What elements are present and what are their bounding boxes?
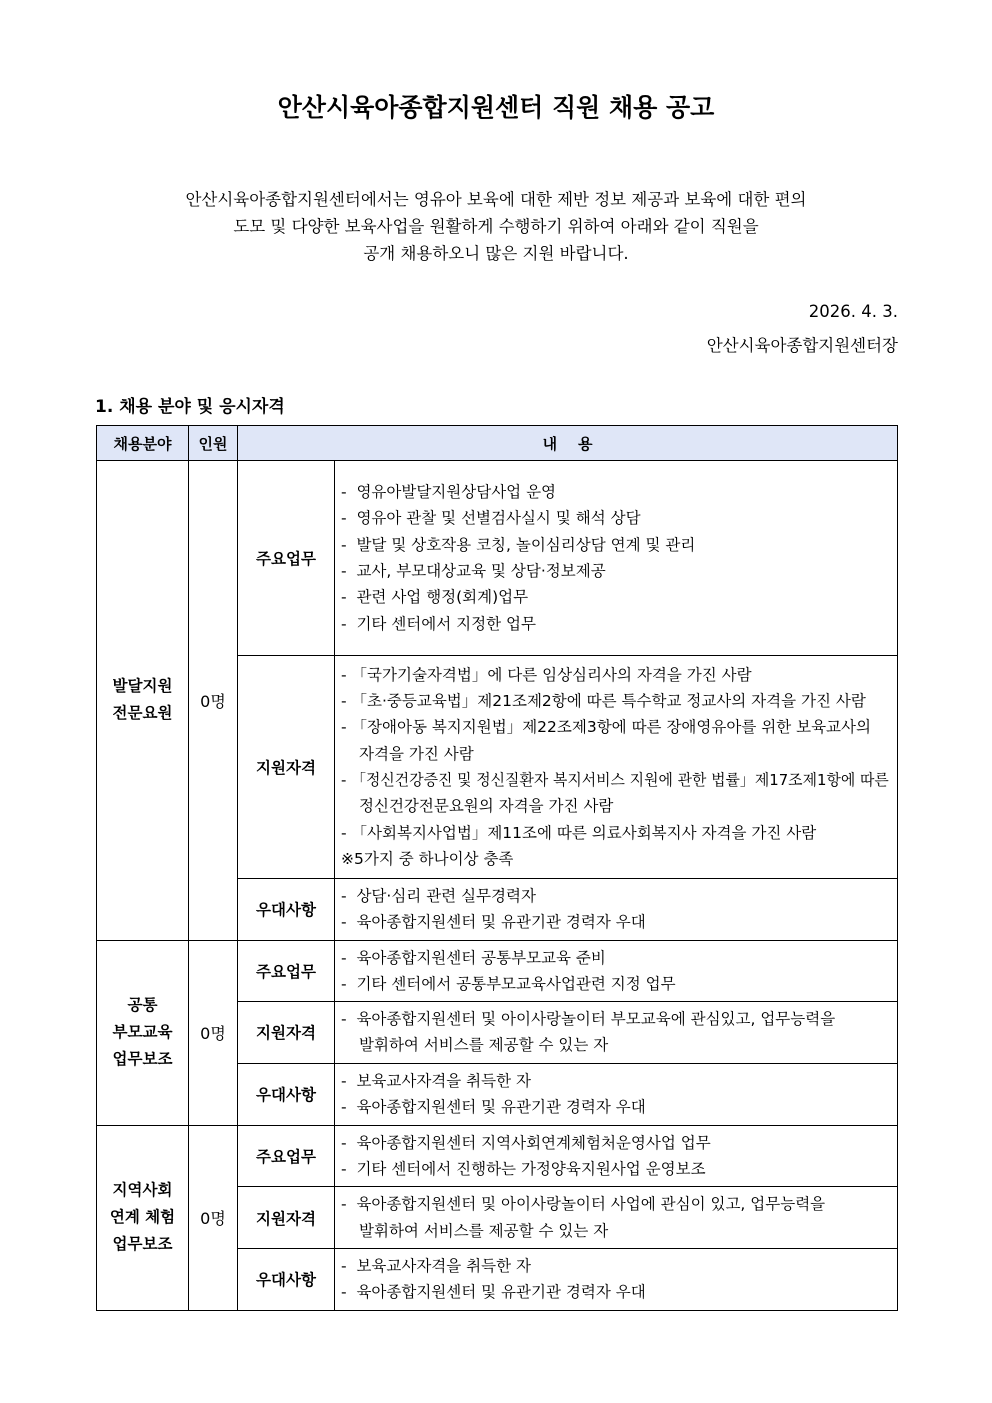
table-row [97,1125,898,1187]
content-category: 우대사항 [238,879,335,941]
content-line: - 기타 센터에서 진행하는 가정양육지원사업 운영보조 [341,1160,706,1179]
content-line: - 「정신건강증진 및 정신질환자 복지서비스 지원에 관한 법률」제17조제1항에 따른 [341,771,889,789]
content-line: 정신건강전문요원의 자격을 가진 사람 [359,797,614,816]
header-content-label: 내 용 [542,434,593,453]
content-category: 주요업무 [238,1125,335,1187]
table-row [97,940,898,1002]
job-field [97,1125,189,1310]
content-line: 자격을 가진 사람 [359,744,474,763]
intro-line: 도모 및 다양한 보육사업을 원활하게 수행하기 위하여 아래와 같이 직원을 [233,217,759,236]
intro-paragraph [120,186,872,267]
content-category: 주요업무 [238,940,335,1002]
content-line: - 상담·심리 관련 실무경력자 [341,887,536,905]
content-line: - 육아종합지원센터 및 아이사랑놀이터 부모교육에 관심있고, 업무능력을 [341,1010,836,1029]
table-body [97,461,898,1311]
content-category: 주요업무 [238,461,335,656]
content-category: 지원자격 [238,656,335,879]
headcount: 0명 [189,1125,238,1310]
job-field-line: 업무보조 [112,1235,173,1254]
content-line: - 발달 및 상호작용 코칭, 놀이심리상담 연계 및 관리 [341,535,696,554]
content-details [335,1063,898,1125]
content-line: - 보육교사자격을 취득한 자 [341,1071,532,1090]
content-line: - 기타 센터에서 지정한 업무 [341,614,536,633]
content-line: - 육아종합지원센터 지역사회연계체험처운영사업 업무 [341,1133,711,1152]
announcement-date: 2026. 4. 3. [808,302,898,321]
job-field [97,461,189,941]
content-line: - 「국가기술자격법」에 다른 임상심리사의 자격을 가진 사람 [341,665,752,684]
content-details [335,1002,898,1064]
header-count: 인원 [189,426,238,461]
headcount: 0명 [189,940,238,1125]
content-details [335,1187,898,1249]
header-field: 채용분야 [97,426,189,461]
content-line: - 육아종합지원센터 및 아이사랑놀이터 사업에 관심이 있고, 업무능력을 [341,1195,826,1214]
content-details [335,656,898,879]
content-line: - 육아종합지원센터 및 유관기관 경력자 우대 [341,1098,646,1117]
intro-line: 공개 채용하오니 많은 지원 바랍니다. [363,244,629,263]
intro-line: 안산시육아종합지원센터에서는 영유아 보육에 대한 제반 정보 제공과 보육에 대한 편의 [185,190,807,209]
content-line: - 관련 사업 행정(회계)업무 [341,588,529,607]
content-details [335,461,898,656]
job-field-line: 공통 [127,996,158,1015]
organization-signature: 안산시육아종합지원센터장 [706,336,898,355]
content-category: 우대사항 [238,1248,335,1310]
job-field-line: 업무보조 [112,1050,173,1069]
content-line: 발휘하여 서비스를 제공할 수 있는 자 [359,1221,609,1240]
job-field-line: 부모교육 [112,1023,173,1042]
content-line: - 육아종합지원센터 및 유관기관 경력자 우대 [341,913,646,932]
recruitment-table [96,425,898,1311]
content-line: - 「장애아동 복지지원법」제22조제3항에 따른 장애영유아를 위한 보육교사의 [341,718,871,737]
content-category: 지원자격 [238,1002,335,1064]
content-line: 발휘하여 서비스를 제공할 수 있는 자 [359,1036,609,1055]
content-category: 지원자격 [238,1187,335,1249]
job-field-line: 지역사회 [112,1181,173,1200]
section-heading: 1. 채용 분야 및 응시자격 [95,397,285,417]
content-line: - 기타 센터에서 공통부모교육사업관련 지정 업무 [341,974,676,993]
content-line: - 영유아발달지원상담사업 운영 [341,483,557,502]
content-category: 우대사항 [238,1063,335,1125]
header-content [238,426,898,461]
page-title: 안산시육아종합지원센터 직원 채용 공고 [277,93,715,122]
content-details [335,940,898,1002]
content-details [335,1125,898,1187]
content-line: - 영유아 관찰 및 선별검사실시 및 해석 상담 [341,509,641,528]
job-field-line: 연계 체험 [109,1208,176,1227]
table-header-row [97,426,898,461]
job-field-line: 발달지원 [112,677,173,696]
content-line: - 「사회복지사업법」제11조에 따른 의료사회복지사 자격을 가진 사람 [341,823,817,842]
content-details [335,879,898,941]
content-line: - 보육교사자격을 취득한 자 [341,1256,532,1275]
content-line: - 육아종합지원센터 공통부모교육 준비 [341,948,606,967]
table-row [97,461,898,656]
job-field-line: 전문요원 [112,704,173,723]
headcount: 0명 [189,461,238,941]
content-line: ※5가지 중 하나이상 충족 [341,849,514,868]
content-line: - 육아종합지원센터 및 유관기관 경력자 우대 [341,1283,646,1302]
content-details [335,1248,898,1310]
content-line: - 「초·중등교육법」제21조제2항에 따른 특수학교 정교사의 자격을 가진 사람 [341,692,866,711]
content-line: - 교사, 부모대상교육 및 상담·정보제공 [341,562,606,580]
job-field [97,940,189,1125]
